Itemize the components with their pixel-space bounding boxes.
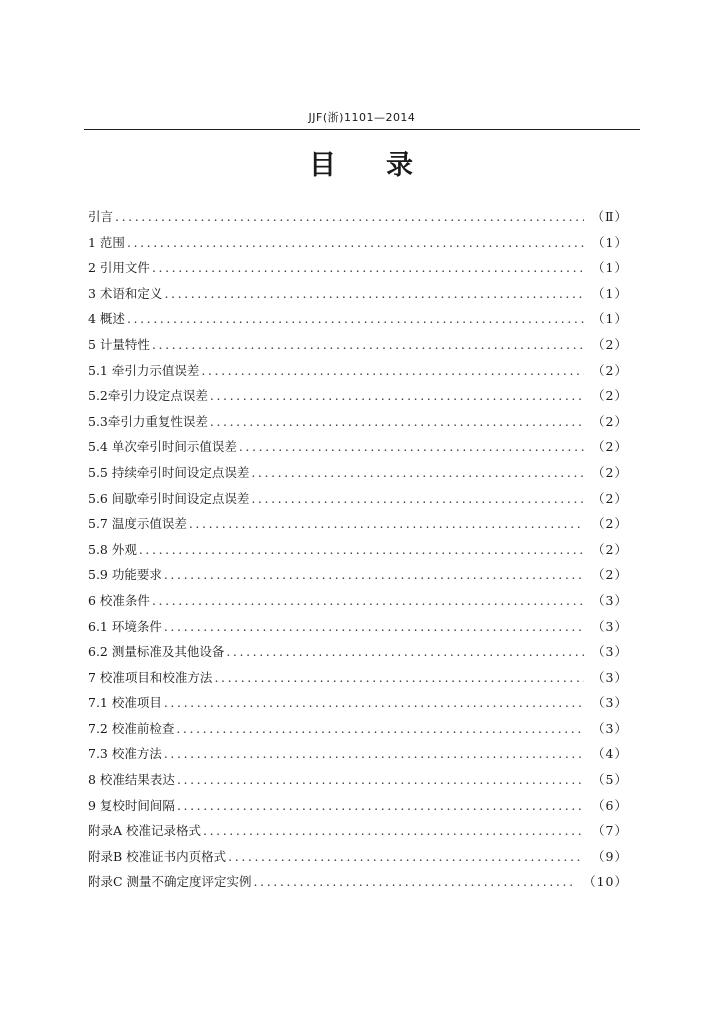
toc-entry-page: （10） [583,874,628,890]
toc-entry-label: 6.2 测量标准及其他设备 [88,644,225,660]
header-divider [84,129,640,130]
toc-entry-label: 4 概述 [88,311,125,327]
toc-entry-page: （1） [592,285,628,301]
toc-entry-label: 1 范围 [88,234,125,250]
toc-entry-label: 7.2 校准前检查 [88,720,175,736]
toc-leader-dots [251,460,584,486]
toc-entry[interactable] [88,358,628,384]
toc-entry[interactable] [88,716,628,742]
toc-entry-label: 附录C 测量不确定度评定实例 [88,874,252,890]
toc-entry-page: （6） [592,797,628,813]
toc-entry-label: 6.1 环境条件 [88,618,162,634]
toc-entry[interactable] [88,639,628,665]
toc-entry-page: （2） [592,362,628,378]
toc-entry[interactable] [88,434,628,460]
toc-entry-page: （2） [592,413,628,429]
toc-leader-dots [201,358,584,384]
toc-leader-dots [152,588,584,614]
toc-entry[interactable] [88,588,628,614]
toc-entry-label: 附录B 校准证书内页格式 [88,848,227,864]
toc-leader-dots [251,486,584,512]
toc-entry-label: 5.8 外观 [88,541,137,557]
toc-entry-page: （2） [592,541,628,557]
toc-entry-page: （1） [592,311,628,327]
toc-leader-dots [164,741,584,767]
toc-leader-dots [115,204,583,230]
toc-entry[interactable] [88,665,628,691]
toc-leader-dots [127,306,584,332]
document-header-code: JJF(浙)1101—2014 [308,111,416,124]
toc-entry[interactable] [88,767,628,793]
toc-entry-page: （2） [592,336,628,352]
toc-entry-page: （3） [592,618,628,634]
toc-entry-label: 5 计量特性 [88,336,150,352]
toc-entry-label: 6 校准条件 [88,592,150,608]
toc-entry-label: 5.2牵引力设定点误差 [88,388,208,404]
toc-entry-page: （2） [592,567,628,583]
toc-entry-page: （5） [592,772,628,788]
toc-leader-dots [164,690,584,716]
toc-entry[interactable] [88,460,628,486]
toc-entry[interactable] [88,255,628,281]
toc-entry-label: 5.4 单次牵引时间示值误差 [88,439,237,455]
page-title-part2: 录 [386,150,415,181]
toc-entry-label: 5.5 持续牵引时间设定点误差 [88,464,250,480]
toc-entry[interactable] [88,690,628,716]
toc-entry-label: 引言 [88,209,114,224]
toc-leader-dots [164,281,584,307]
toc-leader-dots [164,614,584,640]
toc-entry[interactable] [88,204,628,230]
toc-leader-dots [127,230,584,256]
toc-entry-label: 7.1 校准项目 [88,695,162,711]
toc-entry-label: 附录A 校准记录格式 [88,823,202,839]
toc-entry[interactable] [88,486,628,512]
toc-leader-dots [152,255,584,281]
toc-entry[interactable] [88,818,628,844]
toc-leader-dots [228,844,584,870]
toc-entry-page: （9） [592,848,628,864]
page-title-part1: 目 [309,150,338,181]
toc-entry-label: 5.6 间歇牵引时间设定点误差 [88,490,250,506]
toc-entry-label: 7 校准项目和校准方法 [88,669,213,685]
page-title [0,146,724,186]
toc-entry-label: 3 术语和定义 [88,285,163,301]
toc-entry-label: 5.9 功能要求 [88,567,162,583]
toc-entry[interactable] [88,741,628,767]
toc-entry-page: （2） [592,439,628,455]
toc-leader-dots [239,434,584,460]
toc-entry-page: （2） [592,516,628,532]
toc-entry[interactable] [88,869,628,895]
toc-entry-label: 5.1 牵引力示值误差 [88,362,200,378]
toc-entry[interactable] [88,230,628,256]
toc-leader-dots [203,818,584,844]
toc-entry[interactable] [88,306,628,332]
toc-leader-dots [177,767,584,793]
toc-entry-page: （3） [592,644,628,660]
toc-entry[interactable] [88,844,628,870]
toc-entry-label: 5.7 温度示值误差 [88,516,187,532]
toc-entry-label: 8 校准结果表达 [88,772,175,788]
toc-leader-dots [176,716,584,742]
toc-leader-dots [177,793,584,819]
toc-entry-page: （2） [592,464,628,480]
toc-leader-dots [189,511,584,537]
toc-entry-page: （1） [592,234,628,250]
toc-entry-page: （7） [592,823,628,839]
toc-leader-dots [152,332,584,358]
toc-entry[interactable] [88,537,628,563]
toc-entry-page: （3） [592,669,628,685]
toc-entry[interactable] [88,409,628,435]
toc-entry-label: 2 引用文件 [88,260,150,276]
table-of-contents [88,204,628,895]
toc-entry[interactable] [88,793,628,819]
toc-entry[interactable] [88,511,628,537]
toc-entry-page: （2） [592,388,628,404]
toc-entry[interactable] [88,562,628,588]
toc-entry[interactable] [88,614,628,640]
toc-entry-page: （2） [592,490,628,506]
toc-leader-dots [214,665,584,691]
toc-entry-page: （3） [592,720,628,736]
toc-leader-dots [164,562,584,588]
toc-entry-page: （3） [592,592,628,608]
toc-leader-dots [226,639,584,665]
toc-leader-dots [210,383,584,409]
toc-entry-label: 7.3 校准方法 [88,746,162,762]
toc-entry-page: （Ⅱ） [591,209,628,224]
toc-entry-page: （4） [592,746,628,762]
toc-entry[interactable] [88,383,628,409]
toc-leader-dots [254,869,576,895]
toc-entry-label: 5.3牵引力重复性误差 [88,413,208,429]
toc-entry-page: （1） [592,260,628,276]
toc-leader-dots [139,537,584,563]
toc-entry[interactable] [88,281,628,307]
toc-entry-label: 9 复校时间间隔 [88,797,175,813]
toc-leader-dots [210,409,584,435]
toc-entry[interactable] [88,332,628,358]
toc-entry-page: （3） [592,695,628,711]
